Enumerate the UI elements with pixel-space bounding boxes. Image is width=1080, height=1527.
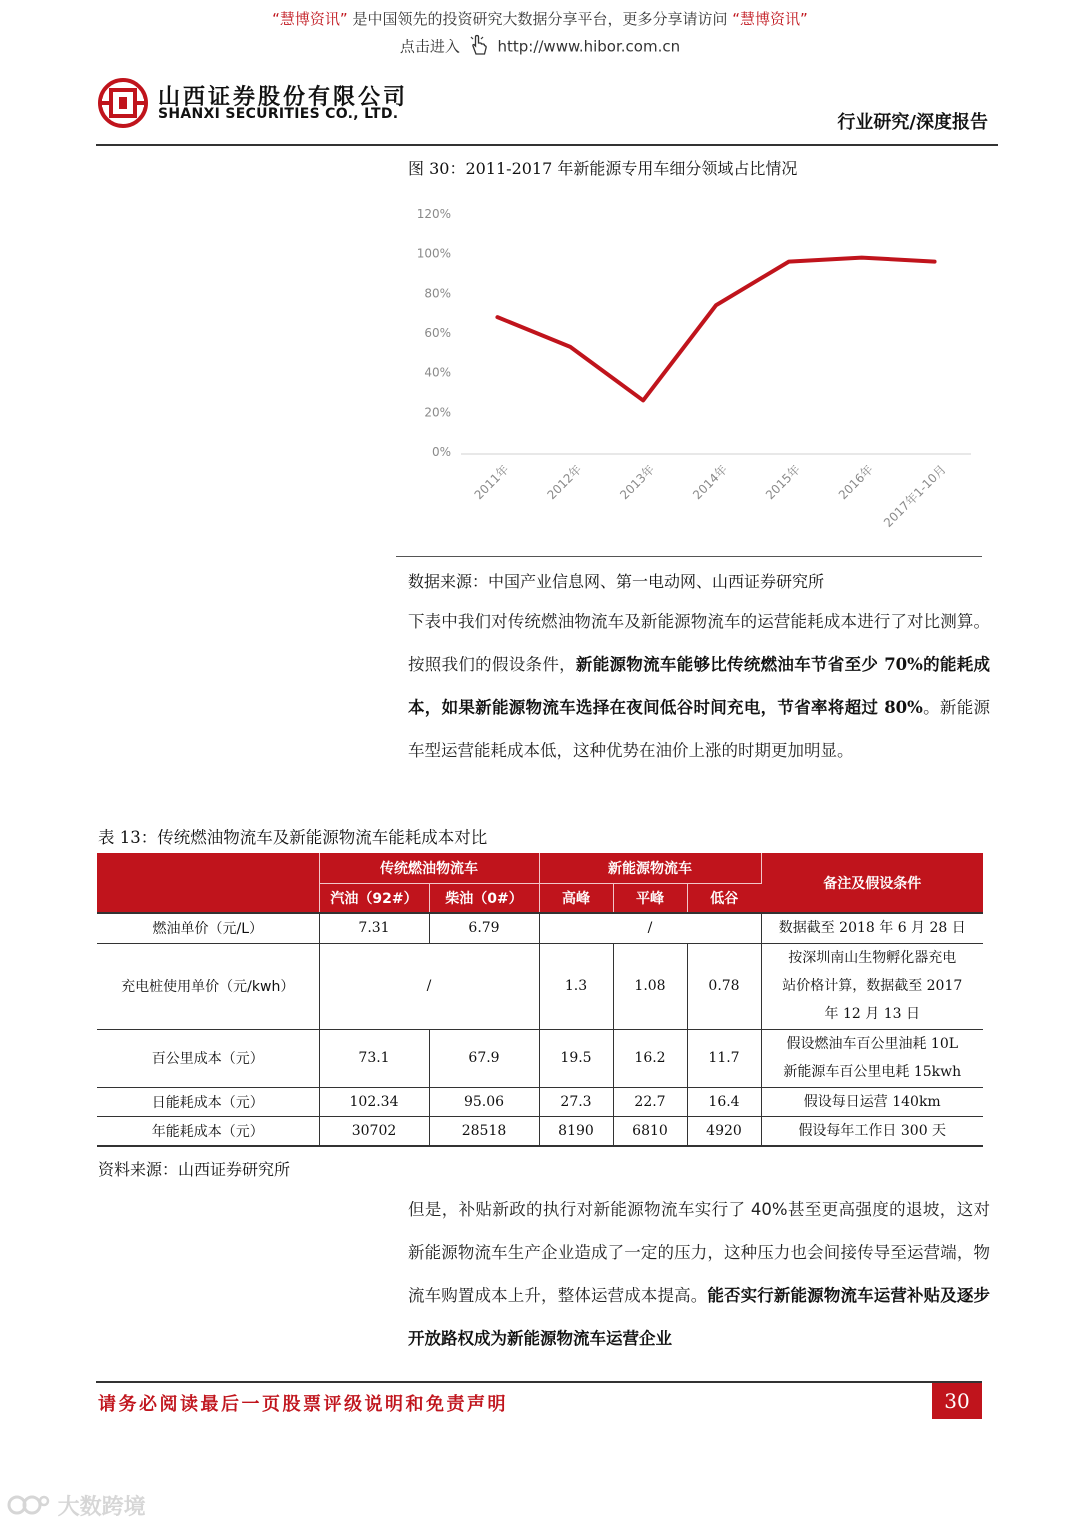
x-tick-label: 2017年1-10月 (880, 462, 949, 530)
cell-gas: 30702 (319, 1116, 429, 1146)
series-line (497, 258, 934, 401)
x-tick-label: 2016年 (835, 462, 876, 503)
header-group-fuel: 传统燃油物流车 (319, 853, 539, 883)
energy-cost-table (97, 853, 983, 1147)
row-label: 百公里成本（元） (97, 1029, 319, 1087)
cell-gas: 102.34 (319, 1087, 429, 1116)
table-row (97, 943, 983, 1029)
banner-text: 是中国领先的投资研究大数据分享平台，更多分享请访问 (352, 10, 728, 28)
y-tick-label: 40% (424, 365, 451, 380)
y-tick-label: 100% (416, 246, 451, 261)
table-row (97, 1087, 983, 1116)
page-number: 30 (932, 1383, 982, 1419)
banner-brand-2: “慧博资讯” (732, 10, 808, 28)
row-label: 燃油单价（元/L） (97, 913, 319, 943)
shanxi-securities-logo-icon (98, 78, 148, 128)
note-line: 年 12 月 13 日 (824, 1006, 920, 1022)
row-label: 年能耗成本（元） (97, 1116, 319, 1146)
note-line: 新能源车百公里电耗 15kwh (783, 1064, 962, 1080)
hibor-link[interactable]: http://www.hibor.com.cn (497, 37, 681, 56)
x-tick-label: 2014年 (690, 462, 731, 503)
watermark-text: 大数跨境 (57, 1495, 146, 1520)
company-name-en: SHANXI SECURITIES CO., LTD. (158, 106, 399, 122)
header-flat: 平峰 (613, 883, 687, 913)
line-chart (396, 196, 986, 550)
figure-divider (396, 556, 982, 557)
cell-flat: 6810 (613, 1116, 687, 1146)
cell-diesel: 67.9 (429, 1029, 539, 1087)
x-tick-label: 2011年 (471, 462, 512, 503)
table-row (97, 913, 983, 943)
top-banner-line1 (0, 8, 1080, 29)
cell-flat: 22.7 (613, 1087, 687, 1116)
header-cell-blank (97, 853, 319, 913)
top-banner-line2 (0, 34, 1080, 60)
cell-note (761, 943, 983, 1029)
cell-note: 假设每年工作日 300 天 (761, 1116, 983, 1146)
row-label: 日能耗成本（元） (97, 1087, 319, 1116)
cell-diesel: 95.06 (429, 1087, 539, 1116)
cell-flat: 16.2 (613, 1029, 687, 1087)
figure-title: 图 30：2011-2017 年新能源专用车细分领域占比情况 (408, 159, 798, 178)
paragraph-highlight: 新能源物流车能够比传统燃油车节省至少 70%的能耗成本，如果新能源物流车选择在夜间低谷时间充电，节省率将超过 80% (408, 655, 991, 717)
table-row (97, 1116, 983, 1146)
watermark-logo-icon (6, 1492, 50, 1524)
paragraph-text: 下表中我们对传统燃油物流车及新能源物流车的运营能耗成本进行了对比测算。按照我们的假设条件， (408, 612, 990, 674)
cell-diesel: 6.79 (429, 913, 539, 943)
table-row (97, 1029, 983, 1087)
paragraph-energy-cost (408, 600, 990, 772)
watermark (6, 1490, 146, 1524)
y-tick-label: 60% (424, 326, 451, 340)
paragraph-highlight: 能否实行新能源物流车运营补贴及逐步开放路权成为新能源物流车运营企业 (408, 1286, 991, 1348)
cell-fuel-merged: / (319, 943, 539, 1029)
note-line: 站价格计算，数据截至 2017 (782, 978, 963, 994)
y-tick-label: 120% (416, 207, 451, 221)
cell-valley: 16.4 (687, 1087, 761, 1116)
paragraph-text: 但是，补贴新政的执行对新能源物流车实行了 40%甚至更高强度的退坡，这对新能源物流车生产企业造成了一定的压力，这种压力也会间接传导至运营端，物流车购置成本上升，整体运营成本提高。 (408, 1200, 990, 1305)
cell-note: 假设每日运营 140km (761, 1087, 983, 1116)
header-valley: 低谷 (687, 883, 761, 913)
cell-diesel: 28518 (429, 1116, 539, 1146)
report-type: 行业研究/深度报告 (837, 112, 988, 133)
cell-valley: 0.78 (687, 943, 761, 1029)
cell-flat: 1.08 (613, 943, 687, 1029)
y-tick-label: 20% (424, 405, 451, 420)
cell-peak: 8190 (539, 1116, 613, 1146)
cell-valley: 11.7 (687, 1029, 761, 1087)
header-group-ev: 新能源物流车 (539, 853, 761, 883)
table-source: 资料来源：山西证券研究所 (98, 1160, 291, 1179)
note-line: 假设燃油车百公里油耗 10L (786, 1036, 959, 1052)
header-peak: 高峰 (539, 883, 613, 913)
cell-ev-merged: / (539, 913, 761, 943)
cell-gas: 73.1 (319, 1029, 429, 1087)
header-note: 备注及假设条件 (761, 853, 983, 913)
paragraph-text-tail: 。新能源车型运营能耗成本低，这种优势在油价上涨的时期更加明显。 (408, 698, 991, 760)
footer-disclaimer: 请务必阅读最后一页股票评级说明和免责声明 (98, 1394, 508, 1415)
pointer-hand-icon (469, 34, 489, 60)
row-label: 充电桩使用单价（元/kwh） (97, 943, 319, 1029)
header-diesel: 柴油（0#） (429, 883, 539, 913)
x-tick-label: 2012年 (544, 462, 585, 503)
company-name-cn: 山西证券股份有限公司 (158, 85, 409, 110)
cell-peak: 27.3 (539, 1087, 613, 1116)
banner-enter-label: 点击进入 (399, 37, 460, 56)
banner-brand: “慧博资讯” (272, 10, 348, 28)
cell-peak: 19.5 (539, 1029, 613, 1087)
figure-source: 数据来源：中国产业信息网、第一电动网、山西证券研究所 (408, 572, 825, 591)
x-tick-label: 2015年 (762, 462, 803, 503)
cell-peak: 1.3 (539, 943, 613, 1029)
cell-gas: 7.31 (319, 913, 429, 943)
x-tick-label: 2013年 (617, 462, 658, 503)
cell-note: 数据截至 2018 年 6 月 28 日 (761, 913, 983, 943)
table-title: 表 13：传统燃油物流车及新能源物流车能耗成本对比 (98, 828, 488, 847)
cell-note (761, 1029, 983, 1087)
paragraph-subsidy (408, 1188, 990, 1360)
y-tick-label: 80% (424, 286, 451, 301)
header-divider (96, 144, 998, 146)
y-tick-label: 0% (431, 445, 451, 459)
footer-divider (96, 1381, 982, 1383)
note-line: 按深圳南山生物孵化器充电 (788, 950, 957, 966)
header-gas: 汽油（92#） (319, 883, 429, 913)
cell-valley: 4920 (687, 1116, 761, 1146)
